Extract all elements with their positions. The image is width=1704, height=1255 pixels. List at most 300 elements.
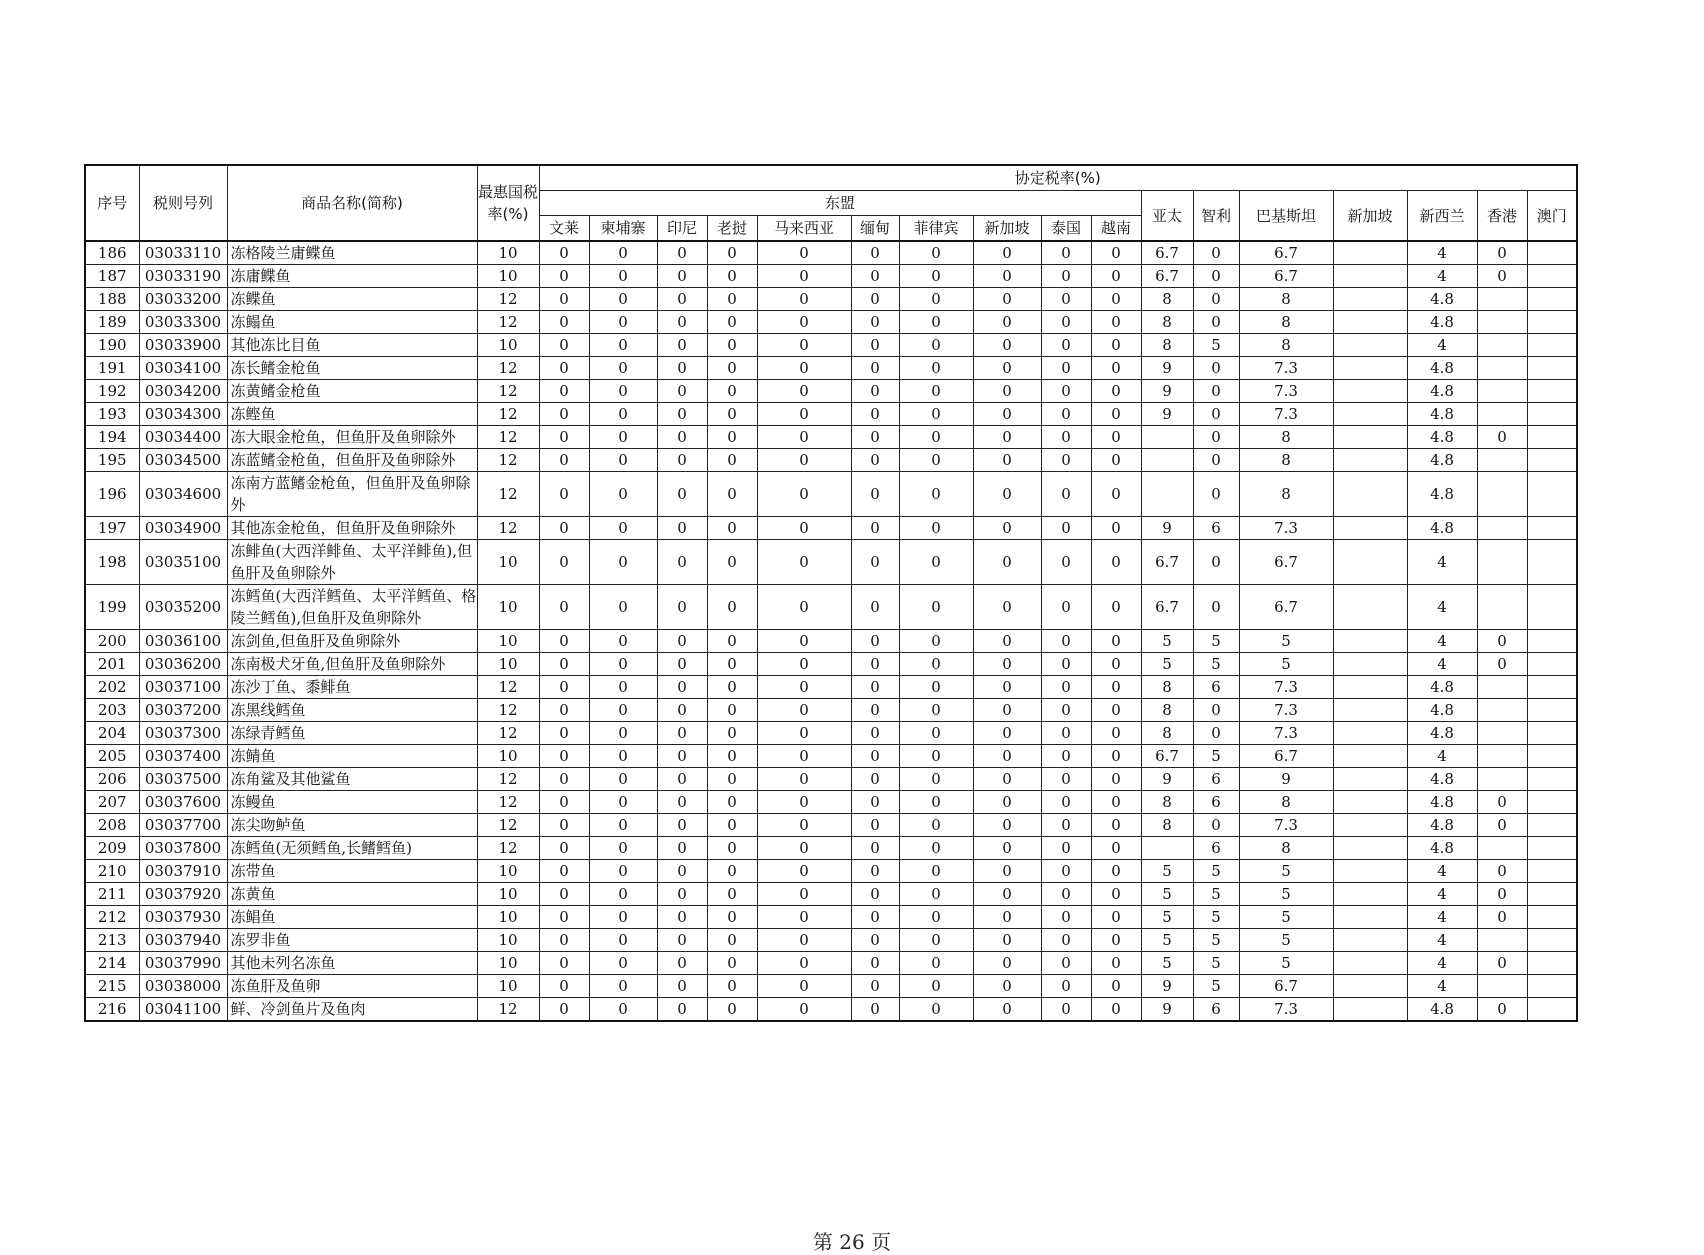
header-apta: 亚太 [1141,191,1193,242]
thailand-cell: 0 [1041,472,1091,517]
mfn-cell: 10 [477,883,539,906]
newzealand-cell: 4.8 [1407,814,1477,837]
table-row [85,334,1577,357]
macau-cell [1527,791,1577,814]
malaysia-cell: 0 [757,517,851,540]
pakistan-cell: 5 [1239,883,1333,906]
singapore-cell [1333,722,1407,745]
seq-cell: 196 [85,472,139,517]
seq-cell: 207 [85,791,139,814]
malaysia-cell: 0 [757,653,851,676]
mfn-cell: 12 [477,722,539,745]
apta-cell: 9 [1141,975,1193,998]
name-cell: 冻黄鳍金枪鱼 [227,380,477,403]
thailand-cell: 0 [1041,722,1091,745]
name-cell: 冻罗非鱼 [227,929,477,952]
hongkong-cell: 0 [1477,906,1527,929]
singapore-cell [1333,791,1407,814]
philippines-cell: 0 [899,860,973,883]
table-row [85,883,1577,906]
malaysia-cell: 0 [757,472,851,517]
brunei-cell: 0 [539,585,589,630]
brunei-cell: 0 [539,311,589,334]
indonesia-cell: 0 [657,676,707,699]
header-brunei: 文莱 [539,216,589,242]
pakistan-cell: 8 [1239,791,1333,814]
singapore-asean-cell: 0 [973,768,1041,791]
laos-cell: 0 [707,837,757,860]
code-cell: 03037700 [139,814,227,837]
malaysia-cell: 0 [757,585,851,630]
pakistan-cell: 8 [1239,837,1333,860]
pakistan-cell: 5 [1239,630,1333,653]
indonesia-cell: 0 [657,906,707,929]
brunei-cell: 0 [539,860,589,883]
name-cell: 冻南极犬牙鱼,但鱼肝及鱼卵除外 [227,653,477,676]
hongkong-cell [1477,585,1527,630]
table-row [85,768,1577,791]
pakistan-cell: 7.3 [1239,403,1333,426]
thailand-cell: 0 [1041,998,1091,1022]
philippines-cell: 0 [899,630,973,653]
singapore-asean-cell: 0 [973,311,1041,334]
philippines-cell: 0 [899,998,973,1022]
header-newzealand: 新西兰 [1407,191,1477,242]
mfn-cell: 10 [477,860,539,883]
cambodia-cell: 0 [589,517,657,540]
indonesia-cell: 0 [657,449,707,472]
brunei-cell: 0 [539,722,589,745]
page-number: 第 26 页 [812,1230,892,1254]
name-cell: 冻南方蓝鳍金枪鱼，但鱼肝及鱼卵除外 [227,472,477,517]
myanmar-cell: 0 [851,768,899,791]
mfn-cell: 12 [477,449,539,472]
laos-cell: 0 [707,357,757,380]
macau-cell [1527,357,1577,380]
cambodia-cell: 0 [589,906,657,929]
table-row [85,517,1577,540]
pakistan-cell: 7.3 [1239,517,1333,540]
hongkong-cell: 0 [1477,814,1527,837]
macau-cell [1527,998,1577,1022]
indonesia-cell: 0 [657,883,707,906]
seq-cell: 199 [85,585,139,630]
cambodia-cell: 0 [589,540,657,585]
vietnam-cell: 0 [1091,540,1141,585]
newzealand-cell: 4.8 [1407,357,1477,380]
philippines-cell: 0 [899,540,973,585]
laos-cell: 0 [707,265,757,288]
header-vietnam: 越南 [1091,216,1141,242]
laos-cell: 0 [707,288,757,311]
philippines-cell: 0 [899,814,973,837]
myanmar-cell: 0 [851,403,899,426]
pakistan-cell: 7.3 [1239,699,1333,722]
seq-cell: 205 [85,745,139,768]
thailand-cell: 0 [1041,540,1091,585]
indonesia-cell: 0 [657,311,707,334]
name-cell: 冻庸鲽鱼 [227,265,477,288]
hongkong-cell: 0 [1477,860,1527,883]
newzealand-cell: 4 [1407,585,1477,630]
myanmar-cell: 0 [851,472,899,517]
singapore-asean-cell: 0 [973,883,1041,906]
singapore-cell [1333,929,1407,952]
macau-cell [1527,585,1577,630]
singapore-cell [1333,837,1407,860]
apta-cell: 8 [1141,722,1193,745]
indonesia-cell: 0 [657,699,707,722]
thailand-cell: 0 [1041,426,1091,449]
vietnam-cell: 0 [1091,860,1141,883]
apta-cell: 6.7 [1141,540,1193,585]
macau-cell [1527,630,1577,653]
philippines-cell: 0 [899,517,973,540]
hongkong-cell: 0 [1477,653,1527,676]
pakistan-cell: 6.7 [1239,975,1333,998]
macau-cell [1527,676,1577,699]
mfn-cell: 10 [477,975,539,998]
seq-cell: 202 [85,676,139,699]
seq-cell: 186 [85,241,139,265]
singapore-asean-cell: 0 [973,334,1041,357]
seq-cell: 203 [85,699,139,722]
brunei-cell: 0 [539,334,589,357]
malaysia-cell: 0 [757,241,851,265]
vietnam-cell: 0 [1091,791,1141,814]
header-cambodia: 柬埔寨 [589,216,657,242]
pakistan-cell: 7.3 [1239,998,1333,1022]
vietnam-cell: 0 [1091,952,1141,975]
malaysia-cell: 0 [757,334,851,357]
macau-cell [1527,334,1577,357]
vietnam-cell: 0 [1091,241,1141,265]
brunei-cell: 0 [539,449,589,472]
macau-cell [1527,975,1577,998]
mfn-cell: 12 [477,426,539,449]
philippines-cell: 0 [899,265,973,288]
cambodia-cell: 0 [589,585,657,630]
table-header [85,165,1577,241]
brunei-cell: 0 [539,265,589,288]
vietnam-cell: 0 [1091,334,1141,357]
singapore-cell [1333,860,1407,883]
malaysia-cell: 0 [757,906,851,929]
vietnam-cell: 0 [1091,630,1141,653]
name-cell: 鲜、冷剑鱼片及鱼肉 [227,998,477,1022]
table-row [85,998,1577,1022]
newzealand-cell: 4 [1407,906,1477,929]
macau-cell [1527,472,1577,517]
laos-cell: 0 [707,334,757,357]
singapore-cell [1333,906,1407,929]
laos-cell: 0 [707,791,757,814]
singapore-cell [1333,699,1407,722]
name-cell: 冻长鳍金枪鱼 [227,357,477,380]
malaysia-cell: 0 [757,449,851,472]
thailand-cell: 0 [1041,929,1091,952]
apta-cell: 8 [1141,311,1193,334]
hongkong-cell [1477,929,1527,952]
myanmar-cell: 0 [851,998,899,1022]
malaysia-cell: 0 [757,540,851,585]
table-row [85,380,1577,403]
cambodia-cell: 0 [589,288,657,311]
hongkong-cell: 0 [1477,241,1527,265]
apta-cell: 5 [1141,860,1193,883]
seq-cell: 197 [85,517,139,540]
macau-cell [1527,311,1577,334]
laos-cell: 0 [707,241,757,265]
indonesia-cell: 0 [657,426,707,449]
code-cell: 03037920 [139,883,227,906]
malaysia-cell: 0 [757,929,851,952]
hongkong-cell [1477,722,1527,745]
code-cell: 03037300 [139,722,227,745]
code-cell: 03034100 [139,357,227,380]
apta-cell: 8 [1141,814,1193,837]
thailand-cell: 0 [1041,380,1091,403]
table-row [85,357,1577,380]
newzealand-cell: 4 [1407,540,1477,585]
singapore-asean-cell: 0 [973,357,1041,380]
singapore-asean-cell: 0 [973,745,1041,768]
mfn-cell: 10 [477,653,539,676]
singapore-asean-cell: 0 [973,653,1041,676]
pakistan-cell: 5 [1239,929,1333,952]
singapore-asean-cell: 0 [973,998,1041,1022]
vietnam-cell: 0 [1091,653,1141,676]
myanmar-cell: 0 [851,883,899,906]
table-row [85,653,1577,676]
mfn-cell: 10 [477,540,539,585]
pakistan-cell: 8 [1239,288,1333,311]
table-row [85,449,1577,472]
mfn-cell: 10 [477,334,539,357]
vietnam-cell: 0 [1091,929,1141,952]
apta-cell: 5 [1141,906,1193,929]
seq-cell: 193 [85,403,139,426]
indonesia-cell: 0 [657,814,707,837]
vietnam-cell: 0 [1091,472,1141,517]
hongkong-cell [1477,540,1527,585]
chile-cell: 0 [1193,311,1239,334]
seq-cell: 213 [85,929,139,952]
malaysia-cell: 0 [757,380,851,403]
myanmar-cell: 0 [851,906,899,929]
vietnam-cell: 0 [1091,814,1141,837]
thailand-cell: 0 [1041,676,1091,699]
pakistan-cell: 8 [1239,334,1333,357]
thailand-cell: 0 [1041,975,1091,998]
apta-cell: 5 [1141,883,1193,906]
table-row [85,403,1577,426]
newzealand-cell: 4.8 [1407,791,1477,814]
seq-cell: 215 [85,975,139,998]
laos-cell: 0 [707,311,757,334]
singapore-cell [1333,334,1407,357]
vietnam-cell: 0 [1091,837,1141,860]
brunei-cell: 0 [539,380,589,403]
header-pakistan: 巴基斯坦 [1239,191,1333,242]
myanmar-cell: 0 [851,975,899,998]
cambodia-cell: 0 [589,676,657,699]
hongkong-cell: 0 [1477,883,1527,906]
chile-cell: 0 [1193,403,1239,426]
table-row [85,745,1577,768]
philippines-cell: 0 [899,585,973,630]
singapore-asean-cell: 0 [973,426,1041,449]
thailand-cell: 0 [1041,883,1091,906]
mfn-cell: 12 [477,837,539,860]
indonesia-cell: 0 [657,472,707,517]
apta-cell: 8 [1141,334,1193,357]
philippines-cell: 0 [899,357,973,380]
indonesia-cell: 0 [657,288,707,311]
philippines-cell: 0 [899,334,973,357]
singapore-cell [1333,357,1407,380]
pakistan-cell: 8 [1239,426,1333,449]
singapore-asean-cell: 0 [973,906,1041,929]
chile-cell: 5 [1193,334,1239,357]
apta-cell: 8 [1141,676,1193,699]
laos-cell: 0 [707,676,757,699]
philippines-cell: 0 [899,676,973,699]
cambodia-cell: 0 [589,975,657,998]
chile-cell: 0 [1193,265,1239,288]
table-row [85,585,1577,630]
seq-cell: 204 [85,722,139,745]
indonesia-cell: 0 [657,517,707,540]
newzealand-cell: 4 [1407,653,1477,676]
code-cell: 03037600 [139,791,227,814]
cambodia-cell: 0 [589,241,657,265]
macau-cell [1527,768,1577,791]
thailand-cell: 0 [1041,449,1091,472]
name-cell: 冻鲽鱼 [227,288,477,311]
hongkong-cell [1477,403,1527,426]
indonesia-cell: 0 [657,334,707,357]
chile-cell: 0 [1193,380,1239,403]
apta-cell: 8 [1141,699,1193,722]
myanmar-cell: 0 [851,380,899,403]
mfn-cell: 10 [477,745,539,768]
hongkong-cell [1477,311,1527,334]
myanmar-cell: 0 [851,334,899,357]
myanmar-cell: 0 [851,288,899,311]
cambodia-cell: 0 [589,768,657,791]
newzealand-cell: 4.8 [1407,998,1477,1022]
thailand-cell: 0 [1041,517,1091,540]
singapore-asean-cell: 0 [973,929,1041,952]
laos-cell: 0 [707,380,757,403]
myanmar-cell: 0 [851,311,899,334]
hongkong-cell [1477,380,1527,403]
mfn-cell: 10 [477,630,539,653]
table-row [85,540,1577,585]
chile-cell: 5 [1193,952,1239,975]
myanmar-cell: 0 [851,426,899,449]
myanmar-cell: 0 [851,653,899,676]
singapore-cell [1333,745,1407,768]
pakistan-cell: 6.7 [1239,241,1333,265]
mfn-cell: 12 [477,357,539,380]
chile-cell: 0 [1193,699,1239,722]
singapore-asean-cell: 0 [973,449,1041,472]
laos-cell: 0 [707,699,757,722]
vietnam-cell: 0 [1091,403,1141,426]
macau-cell [1527,745,1577,768]
laos-cell: 0 [707,426,757,449]
laos-cell: 0 [707,745,757,768]
myanmar-cell: 0 [851,952,899,975]
name-cell: 其他未列名冻鱼 [227,952,477,975]
indonesia-cell: 0 [657,722,707,745]
singapore-asean-cell: 0 [973,288,1041,311]
thailand-cell: 0 [1041,357,1091,380]
seq-cell: 195 [85,449,139,472]
apta-cell: 5 [1141,653,1193,676]
table-row [85,722,1577,745]
table-row [85,791,1577,814]
table-row [85,699,1577,722]
singapore-cell [1333,241,1407,265]
singapore-asean-cell: 0 [973,722,1041,745]
header-philippines: 菲律宾 [899,216,973,242]
name-cell: 冻格陵兰庸鲽鱼 [227,241,477,265]
laos-cell: 0 [707,975,757,998]
apta-cell: 5 [1141,929,1193,952]
hongkong-cell [1477,676,1527,699]
brunei-cell: 0 [539,288,589,311]
myanmar-cell: 0 [851,241,899,265]
brunei-cell: 0 [539,791,589,814]
chile-cell: 5 [1193,975,1239,998]
philippines-cell: 0 [899,952,973,975]
apta-cell: 8 [1141,791,1193,814]
newzealand-cell: 4.8 [1407,699,1477,722]
name-cell: 冻鳕鱼(大西洋鳕鱼、太平洋鳕鱼、格陵兰鳕鱼),但鱼肝及鱼卵除外 [227,585,477,630]
name-cell: 冻鱼肝及鱼卵 [227,975,477,998]
indonesia-cell: 0 [657,768,707,791]
philippines-cell: 0 [899,791,973,814]
singapore-cell [1333,883,1407,906]
apta-cell: 9 [1141,998,1193,1022]
philippines-cell: 0 [899,426,973,449]
indonesia-cell: 0 [657,403,707,426]
laos-cell: 0 [707,517,757,540]
brunei-cell: 0 [539,929,589,952]
table-row [85,975,1577,998]
code-cell: 03041100 [139,998,227,1022]
singapore-cell [1333,288,1407,311]
mfn-cell: 12 [477,791,539,814]
header-myanmar: 缅甸 [851,216,899,242]
header-seq: 序号 [85,165,139,241]
table-row [85,814,1577,837]
indonesia-cell: 0 [657,357,707,380]
cambodia-cell: 0 [589,791,657,814]
apta-cell: 6.7 [1141,585,1193,630]
malaysia-cell: 0 [757,814,851,837]
macau-cell [1527,449,1577,472]
myanmar-cell: 0 [851,630,899,653]
pakistan-cell: 8 [1239,311,1333,334]
table-row [85,426,1577,449]
thailand-cell: 0 [1041,630,1091,653]
philippines-cell: 0 [899,241,973,265]
chile-cell: 5 [1193,630,1239,653]
